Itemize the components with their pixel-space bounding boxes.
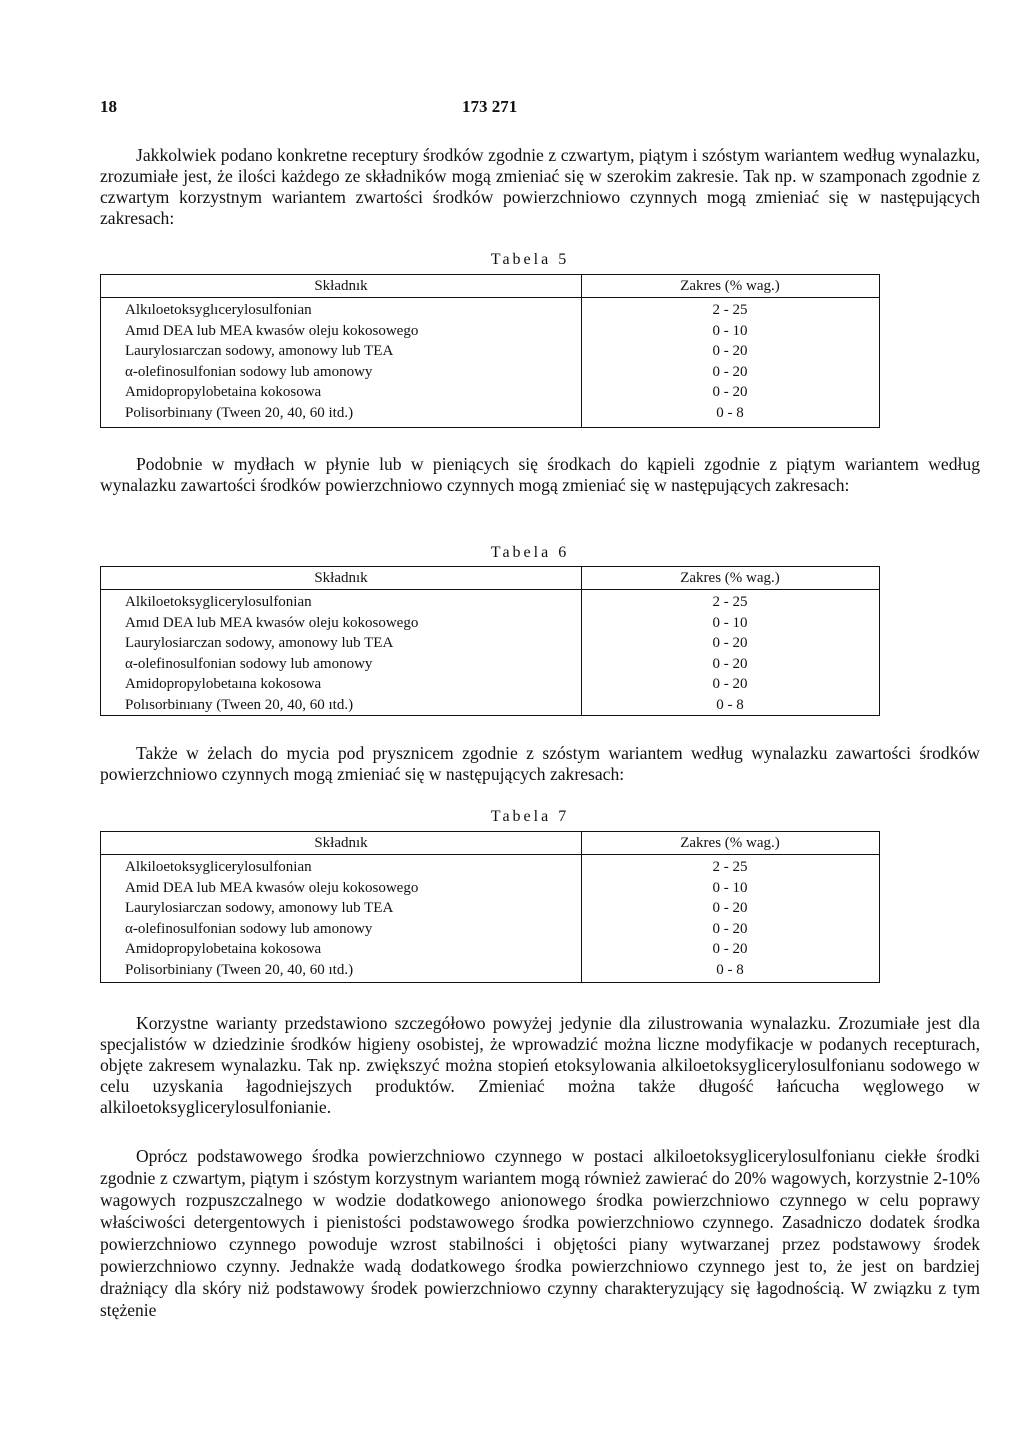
ingredient-cell: Alkiloetoksyglicerylosulfonian	[125, 594, 312, 610]
table-row	[101, 880, 879, 901]
range-cell: 0 - 10	[712, 879, 748, 896]
table-body	[101, 298, 879, 425]
range-cell: 0 - 8	[716, 404, 744, 421]
table-row	[101, 384, 879, 405]
table-7	[100, 831, 880, 983]
table-row	[101, 323, 879, 344]
table-row	[101, 859, 879, 880]
ingredient-cell: Laurylosıarczan sodowy, amonowy lub TEA	[125, 343, 394, 359]
ingredient-cell: Polisorbinıany (Tween 20, 40, 60 itd.)	[125, 404, 354, 421]
page-number: 18	[100, 97, 117, 116]
ingredient-cell: Polisorbiniany (Tween 20, 40, 60 ıtd.)	[125, 961, 354, 978]
table-header-row	[101, 832, 879, 855]
paragraph-additional-surfactant: Oprócz podstawowego środka powierzchniowo czynnego w postaci alkiloetoksyglicerylosulfonianu ciekłe środki zgodnie z czwartym, piątym i szóstym korzystnym wariantem mogą również zawierać do 20% wagowych, korzystnie 2-10% wagowych rozpuszczalnego w wodzie dodatkowego anionowego środka powierzchniowo czynnego w celu poprawy właściwości detergentowych i pienistości podstawowego środka powierzchniowo czynnego. Zasadniczo dodatek środka powierzchniowo czynnego powoduje wzrost stabilności i objętości piany wytwarzanej przez podstawowy środek powierzchniowo czynny. Jednakże wadą dodatkowego środka powierzchniowo czynnego jest to, że jest on bardziej drażniący dla skóry niż podstawowy środek powierzchniowo czynny charakteryzujący się łagodnością. W związku z tym stężenie	[100, 1146, 980, 1320]
ingredient-cell: Amidopropylobetaina kokosowa	[125, 941, 322, 957]
table-row	[101, 962, 879, 983]
range-cell: 0 - 20	[712, 941, 748, 957]
range-cell: 0 - 20	[712, 635, 748, 651]
table-row	[101, 615, 879, 636]
paragraph-liquid-soaps: Podobnie w mydłach w płynie lub w pieniących się środkach do kąpieli zgodnie z piątym wariantem według wynalazku zawartości środków powierzchniowo czynnych mogą zmieniać się w następujących zakresach:	[100, 454, 980, 495]
range-cell: 0 - 8	[716, 961, 744, 978]
table-row	[101, 364, 879, 385]
paragraph-intro: Jakkolwiek podano konkretne receptury środków zgodnie z czwartym, piątym i szóstym wariantem według wynalazku, zrozumiałe jest, że ilości każdego ze składników mogą zmieniać się w szerokim zakresie. Tak np. w szamponach zgodnie z czwartym korzystnym wariantem zwartości środków powierzchniowo czynnych mogą zmieniać się w następujących zakresach:	[100, 145, 980, 228]
page-header	[100, 97, 980, 119]
ingredient-cell: Alkiloetoksyglicerylosulfonian	[125, 859, 312, 875]
range-cell: 0 - 10	[712, 322, 748, 339]
table-header-row	[101, 275, 879, 298]
ingredient-cell: α-olefinosulfonian sodowy lub amonowy	[125, 363, 373, 380]
table-row	[101, 405, 879, 426]
ingredient-cell: α-olefinosulfonian sodowy lub amonowy	[125, 655, 373, 672]
table-row	[101, 921, 879, 942]
paragraph-variants: Korzystne warianty przedstawiono szczegółowo powyżej jedynie dla zilustrowania wynalazku. Zrozumiałe jest dla specjalistów w dziedzinie środków higieny osobistej, że wprowadzić można liczne modyfikacje w podanych recepturach, objęte zakresem wynalazku. Tak np. zwiększyć można stopień etoksylowania alkiloetoksyglicerylosulfonianu sodowego w celu uzyskania łagodniejszych produktów. Zmieniać można także długość łańcucha węglowego w alkiloetoksyglicerylosulfonianie.	[100, 1013, 980, 1117]
ingredient-cell: α-olefinosulfonian sodowy lub amonowy	[125, 920, 373, 937]
table-row	[101, 302, 879, 323]
table-6	[100, 566, 880, 716]
range-cell: 2 - 25	[712, 859, 748, 875]
table-row	[101, 594, 879, 615]
column-header-ingredient: Składnık	[314, 835, 368, 851]
range-cell: 0 - 20	[712, 363, 748, 380]
ingredient-cell: Alkıloetoksyglıcerylosulfonian	[125, 302, 312, 318]
table-body	[101, 590, 879, 717]
range-cell: 2 - 25	[712, 594, 748, 610]
table-body	[101, 855, 879, 982]
table-row	[101, 343, 879, 364]
range-cell: 0 - 20	[712, 384, 748, 400]
table-row	[101, 656, 879, 677]
ingredient-cell: Amıd DEA lub MEA kwasów oleju kokosowego	[125, 322, 419, 339]
ingredient-cell: Laurylosiarczan sodowy, amonowy lub TEA	[125, 900, 394, 916]
table-row	[101, 635, 879, 656]
range-cell: 0 - 20	[712, 920, 748, 937]
ingredient-cell: Laurylosiarczan sodowy, amonowy lub TEA	[125, 635, 394, 651]
table-header-row	[101, 567, 879, 590]
column-header-range: Zakres (% wag.)	[680, 570, 780, 586]
column-header-ingredient: Składnık	[314, 570, 368, 586]
column-header-ingredient: Składnık	[314, 278, 368, 294]
ingredient-cell: Amid DEA lub MEA kwasów oleju kokosowego	[125, 879, 419, 896]
table-caption: Tabela 7	[490, 808, 570, 825]
table-row	[101, 900, 879, 921]
range-cell: 0 - 20	[712, 343, 748, 359]
column-header-range: Zakres (% wag.)	[680, 835, 780, 851]
ingredient-cell: Amidopropylobetaına kokosowa	[125, 676, 322, 692]
range-cell: 0 - 20	[712, 676, 748, 692]
range-cell: 0 - 10	[712, 614, 748, 631]
column-header-range: Zakres (% wag.)	[680, 278, 780, 294]
table-row	[101, 697, 879, 718]
table-caption: Tabela 6	[490, 544, 570, 561]
ingredient-cell: Amidopropylobetaina kokosowa	[125, 384, 322, 400]
range-cell: 2 - 25	[712, 302, 748, 318]
table-5	[100, 274, 880, 428]
table-row	[101, 676, 879, 697]
range-cell: 0 - 20	[712, 655, 748, 672]
table-caption: Tabela 5	[490, 251, 570, 268]
document-number: 173 271	[462, 97, 518, 116]
ingredient-cell: Polısorbinıany (Tween 20, 40, 60 ıtd.)	[125, 696, 354, 713]
range-cell: 0 - 8	[716, 696, 744, 713]
ingredient-cell: Amıd DEA lub MEA kwasów oleju kokosowego	[125, 614, 419, 631]
paragraph-shower-gels: Także w żelach do mycia pod prysznicem zgodnie z szóstym wariantem według wynalazku zawartości środków powierzchniowo czynnych mogą zmieniać się w następujących zakresach:	[100, 743, 980, 784]
table-row	[101, 941, 879, 962]
range-cell: 0 - 20	[712, 900, 748, 916]
